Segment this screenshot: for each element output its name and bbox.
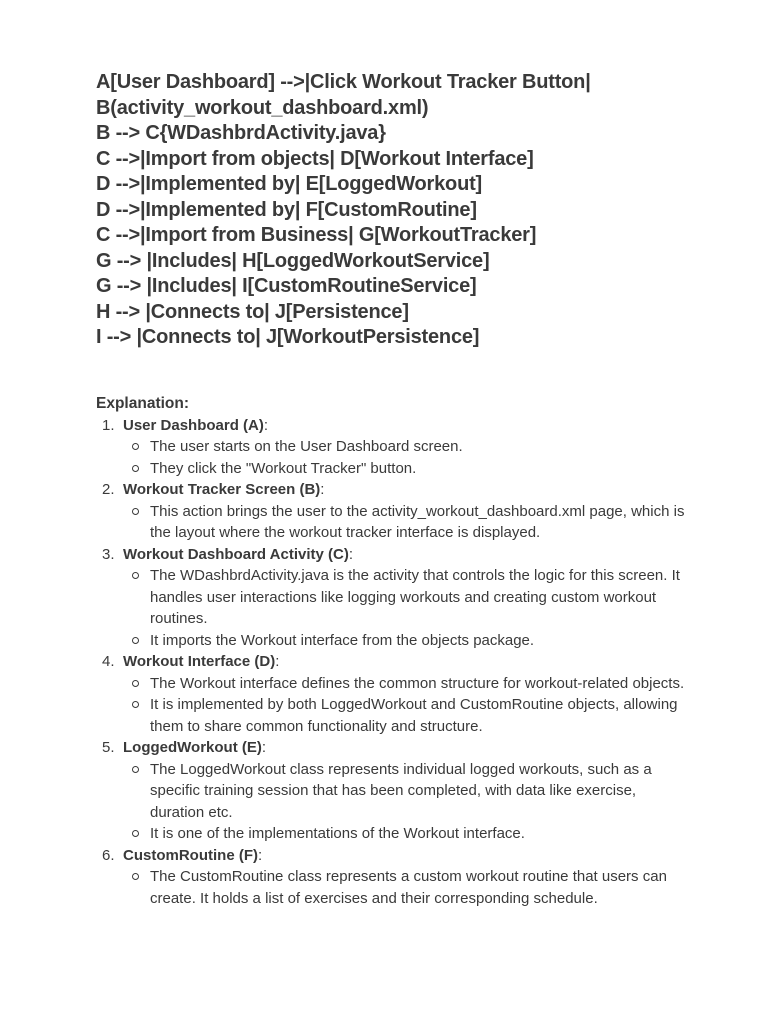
explanation-heading: Explanation: [96,394,190,412]
bullet-text: It is implemented by both LoggedWorkout and CustomRoutine objects, allowing them to share common functionality and structure. [150,696,678,735]
step-colon: : [320,481,325,498]
hollow-bullet-icon [132,572,139,579]
hollow-bullet-icon [132,508,139,515]
code-line: C -->|Import from Business| G[WorkoutTracker] [96,224,537,246]
bullet-item [96,823,686,845]
explanation-step [96,737,686,845]
code-line: A[User Dashboard] -->|Click Workout Tracker Button| [96,71,591,93]
hollow-bullet-icon [132,637,139,644]
step-title: Workout Tracker Screen (B) [123,481,321,498]
explanation-step [96,845,686,910]
step-number: 6. [102,846,115,864]
step-header [96,415,686,437]
code-line: B --> C{WDashbrdActivity.java} [96,122,386,144]
hollow-bullet-icon [132,680,139,687]
step-colon: : [261,739,267,756]
bullet-item [96,673,686,695]
step-title: CustomRoutine (F) [123,846,258,864]
bullet-text: They click the "Workout Tracker" button. [150,459,417,477]
step-colon: : [348,545,354,563]
bullet-item [96,630,686,652]
hollow-bullet-icon [132,766,139,773]
step-bullets [96,673,686,738]
step-bullets [96,501,686,544]
bullet-text: The user starts on the User Dashboard screen. [150,438,463,455]
bullet-item [96,866,686,909]
step-colon: : [275,653,280,670]
step-title: Workout Interface (D) [123,653,276,670]
explanation-step [96,415,686,480]
step-header [96,737,686,759]
hollow-bullet-icon [132,873,139,880]
step-title: LoggedWorkout (E) [123,739,262,756]
code-line: C -->|Import from objects| D[Workout Interface] [96,147,534,170]
hollow-bullet-icon [132,830,139,837]
explanation-list [96,415,686,910]
hollow-bullet-icon [132,443,139,450]
code-line: B(activity_workout_dashboard.xml) [96,96,429,119]
bullet-text: This action brings the user to the activity_workout_dashboard.xml page, which is the layout where the workout tracker interface is displayed. [150,502,685,541]
step-bullets [96,759,686,845]
step-number: 4. [102,653,115,670]
bullet-item [96,501,686,544]
bullet-item [96,759,686,824]
step-header [96,544,686,566]
bullet-text: The Workout interface defines the common structure for workout-related objects. [150,674,685,692]
mermaid-code-block [96,70,686,351]
step-colon: : [257,846,263,864]
step-header [96,479,686,501]
bullet-text: The CustomRoutine class represents a custom workout routine that users can create. It holds a list of exercises and their corresponding schedule. [150,868,667,907]
code-line: D -->|Implemented by| E[LoggedWorkout] [96,173,483,195]
step-header [96,651,686,673]
explanation-step [96,544,686,652]
step-bullets [96,565,686,651]
bullet-text: The LoggedWorkout class represents individual logged workouts, such as a specific training session that has been completed, with data like exercise, duration etc. [150,760,652,821]
hollow-bullet-icon [132,701,139,708]
explanation-step [96,651,686,737]
document-page [96,70,686,909]
code-line: H --> |Connects to| J[Persistence] [96,300,409,323]
bullet-text: The WDashbrdActivity.java is the activity that controls the logic for this screen. It handles user interactions like logging workouts and creating custom workout routines. [150,567,680,627]
explanation-step [96,479,686,544]
bullet-text: It is one of the implementations of the Workout interface. [150,825,525,842]
step-number: 2. [102,481,115,498]
bullet-text: It imports the Workout interface from the objects package. [150,631,535,649]
bullet-item [96,565,686,630]
step-colon: : [263,416,269,434]
step-header [96,845,686,867]
step-title: Workout Dashboard Activity (C) [123,545,349,563]
bullet-item [96,458,686,480]
step-number: 3. [102,545,115,563]
code-line: D -->|Implemented by| F[CustomRoutine] [96,198,477,221]
step-number: 1. [102,416,115,434]
code-line: G --> |Includes| I[CustomRoutineService] [96,275,477,297]
step-number: 5. [102,739,115,756]
bullet-item [96,694,686,737]
code-line: G --> |Includes| H[LoggedWorkoutService] [96,249,490,272]
step-title: User Dashboard (A) [123,416,264,434]
hollow-bullet-icon [132,465,139,472]
step-bullets [96,436,686,479]
bullet-item [96,436,686,458]
step-bullets [96,866,686,909]
code-line: I --> |Connects to| J[WorkoutPersistence] [96,326,480,348]
